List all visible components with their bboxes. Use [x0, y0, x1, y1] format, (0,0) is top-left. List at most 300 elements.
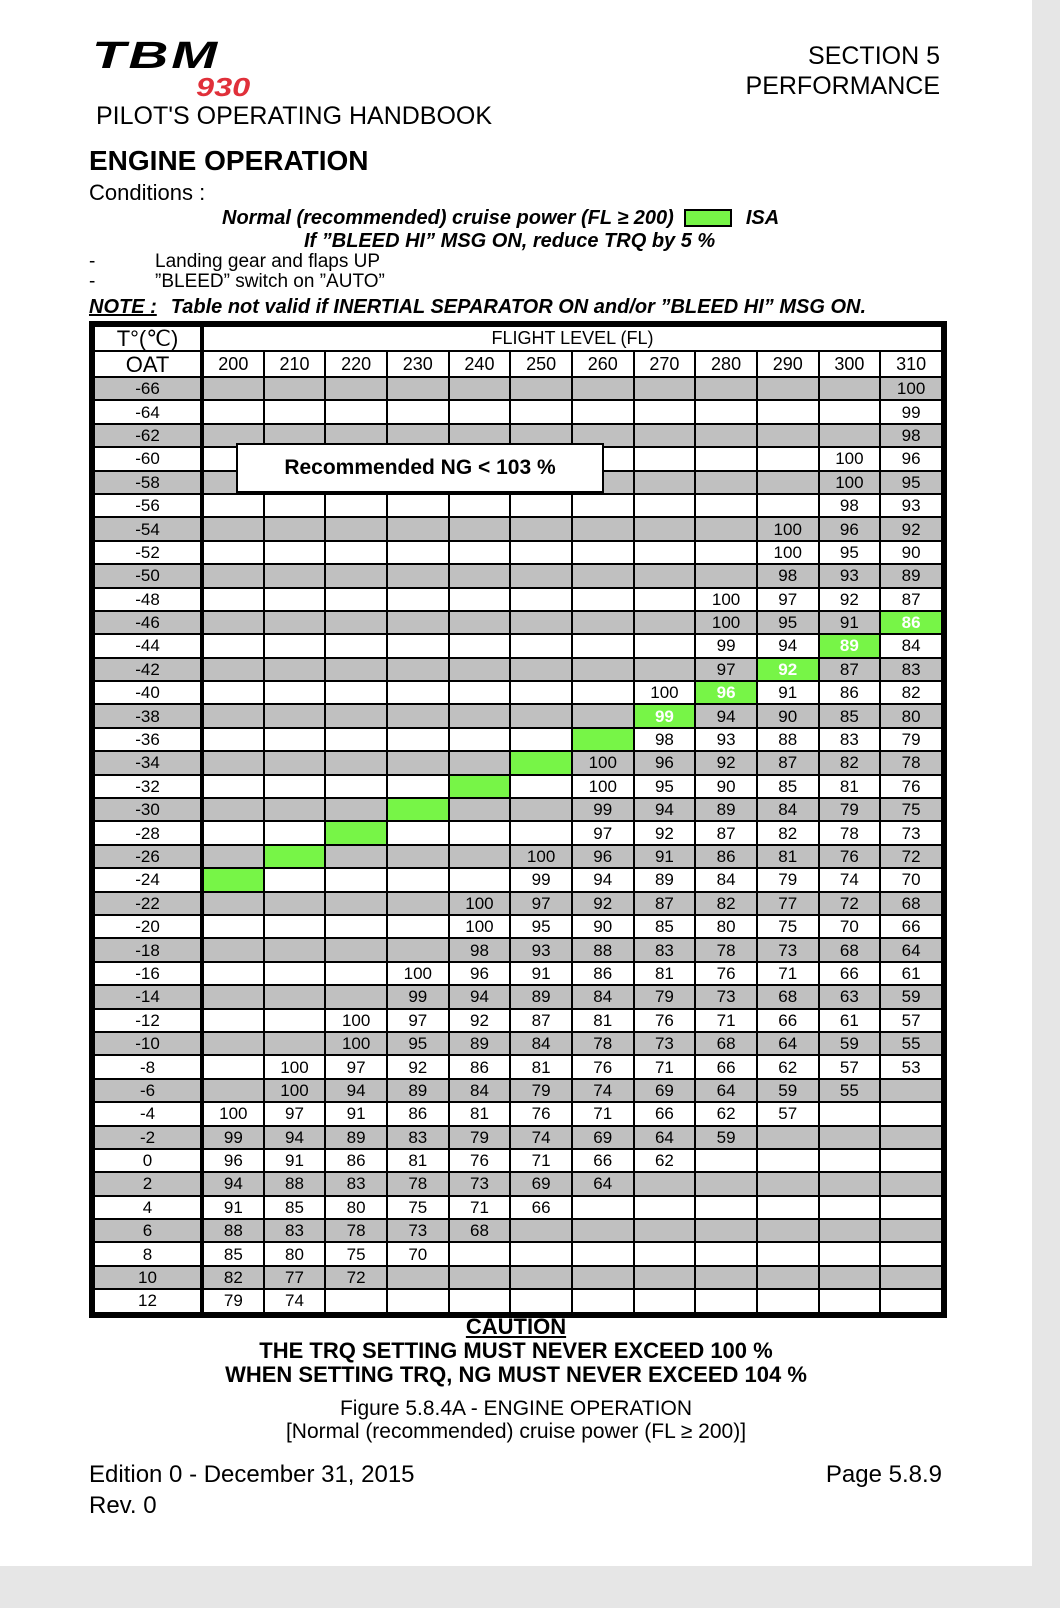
torque-cell: [510, 634, 572, 657]
torque-cell: 94: [325, 1079, 387, 1102]
torque-cell: [325, 962, 387, 985]
torque-cell: 84: [695, 868, 757, 891]
table-row: [94, 541, 942, 564]
torque-cell: [510, 494, 572, 517]
torque-cell: [264, 494, 326, 517]
torque-cell: [387, 704, 449, 727]
torque-cell: [387, 588, 449, 611]
flight-level-200: 200: [202, 351, 264, 377]
torque-cell: [325, 541, 387, 564]
torque-cell: 57: [757, 1102, 819, 1125]
torque-cell: 100: [819, 447, 881, 470]
torque-cell: 81: [449, 1102, 511, 1125]
torque-cell: 74: [264, 1289, 326, 1312]
torque-cell: [202, 400, 264, 423]
torque-cell: [634, 1242, 696, 1265]
torque-cell: 96: [572, 845, 634, 868]
torque-cell: 63: [819, 985, 881, 1008]
flight-level-230: 230: [387, 351, 449, 377]
isa-torque-cell: 99: [634, 704, 696, 727]
torque-cell: 71: [510, 1149, 572, 1172]
torque-cell: 93: [880, 494, 942, 517]
torque-cell: [695, 1149, 757, 1172]
torque-cell: [202, 541, 264, 564]
torque-cell: 79: [449, 1126, 511, 1149]
torque-cell: 82: [880, 681, 942, 704]
torque-cell: 81: [510, 1055, 572, 1078]
torque-cell: [510, 564, 572, 587]
torque-cell: [449, 704, 511, 727]
table-row: [94, 1032, 942, 1055]
torque-cell: [819, 1266, 881, 1289]
torque-cell: 75: [387, 1196, 449, 1219]
torque-cell: 68: [449, 1219, 511, 1242]
torque-cell: 79: [202, 1289, 264, 1312]
torque-cell: [757, 1219, 819, 1242]
torque-cell: 96: [634, 751, 696, 774]
torque-cell: [572, 658, 634, 681]
oat-cell: -38: [94, 704, 202, 727]
torque-cell: [449, 1242, 511, 1265]
torque-cell: 100: [757, 541, 819, 564]
torque-cell: 79: [880, 728, 942, 751]
torque-cell: 99: [387, 985, 449, 1008]
torque-cell: 75: [757, 915, 819, 938]
torque-cell: [634, 611, 696, 634]
bullet-text: Landing gear and flaps UP: [155, 251, 380, 272]
torque-cell: [325, 751, 387, 774]
torque-cell: 84: [572, 985, 634, 1008]
torque-cell: [880, 1219, 942, 1242]
torque-cell: 66: [695, 1055, 757, 1078]
table-row: [94, 681, 942, 704]
flight-level-270: 270: [634, 351, 696, 377]
torque-cell: 99: [572, 798, 634, 821]
table-row: [94, 1149, 942, 1172]
torque-cell: 96: [202, 1149, 264, 1172]
torque-cell: 59: [880, 985, 942, 1008]
torque-cell: [202, 1079, 264, 1102]
torque-cell: [634, 1196, 696, 1219]
torque-cell: [449, 821, 511, 844]
torque-cell: [264, 377, 326, 400]
table-row: [94, 985, 942, 1008]
torque-cell: 64: [695, 1079, 757, 1102]
torque-cell: [634, 541, 696, 564]
torque-cell: 95: [387, 1032, 449, 1055]
torque-cell: [510, 1266, 572, 1289]
flight-level-220: 220: [325, 351, 387, 377]
torque-cell: 83: [325, 1172, 387, 1195]
torque-cell: 88: [264, 1172, 326, 1195]
torque-cell: 94: [695, 704, 757, 727]
torque-cell: 93: [819, 564, 881, 587]
table-row: [94, 611, 942, 634]
torque-cell: 98: [634, 728, 696, 751]
table-row: [94, 728, 942, 751]
torque-cell: 55: [880, 1032, 942, 1055]
torque-cell: [325, 704, 387, 727]
section-number: SECTION 5: [808, 42, 940, 70]
torque-cell: [202, 728, 264, 751]
torque-cell: [449, 611, 511, 634]
torque-cell: [634, 1289, 696, 1312]
torque-cell: [572, 588, 634, 611]
torque-cell: 66: [634, 1102, 696, 1125]
torque-cell: 66: [819, 962, 881, 985]
torque-cell: [819, 1172, 881, 1195]
oat-cell: -64: [94, 400, 202, 423]
torque-cell: [202, 588, 264, 611]
torque-cell: 97: [510, 892, 572, 915]
torque-cell: 81: [387, 1149, 449, 1172]
oat-cell: 0: [94, 1149, 202, 1172]
torque-cell: 90: [572, 915, 634, 938]
torque-cell: 91: [510, 962, 572, 985]
torque-cell: [880, 1149, 942, 1172]
torque-cell: 98: [449, 938, 511, 961]
torque-cell: [880, 1242, 942, 1265]
torque-cell: [510, 541, 572, 564]
torque-cell: 83: [634, 938, 696, 961]
torque-cell: 100: [449, 892, 511, 915]
torque-cell: [695, 1196, 757, 1219]
torque-cell: 86: [387, 1102, 449, 1125]
torque-cell: 76: [510, 1102, 572, 1125]
torque-cell: [264, 564, 326, 587]
torque-cell: [757, 471, 819, 494]
torque-cell: 87: [880, 588, 942, 611]
oat-cell: -2: [94, 1126, 202, 1149]
torque-cell: [572, 400, 634, 423]
torque-cell: [634, 658, 696, 681]
table-row: [94, 517, 942, 540]
page-number: Page 5.8.9: [825, 1461, 942, 1488]
flight-level-310: 310: [880, 351, 942, 377]
torque-cell: [325, 775, 387, 798]
torque-cell: 94: [202, 1172, 264, 1195]
torque-cell: [819, 377, 881, 400]
torque-cell: [449, 541, 511, 564]
torque-cell: [572, 1196, 634, 1219]
oat-cell: -12: [94, 1009, 202, 1032]
torque-cell: 57: [819, 1055, 881, 1078]
torque-cell: [264, 751, 326, 774]
note-label: NOTE :: [89, 296, 157, 318]
torque-cell: [634, 564, 696, 587]
torque-cell: 72: [880, 845, 942, 868]
torque-cell: 93: [510, 938, 572, 961]
torque-cell: 84: [880, 634, 942, 657]
table-row: [94, 634, 942, 657]
torque-cell: [387, 915, 449, 938]
torque-cell: [695, 400, 757, 423]
torque-cell: 59: [819, 1032, 881, 1055]
torque-cell: [634, 517, 696, 540]
torque-cell: 96: [819, 517, 881, 540]
flight-level-210: 210: [264, 351, 326, 377]
torque-cell: 87: [634, 892, 696, 915]
torque-cell: 91: [325, 1102, 387, 1125]
torque-cell: [387, 728, 449, 751]
torque-cell: 59: [757, 1079, 819, 1102]
table-row: [94, 1079, 942, 1102]
oat-cell: -48: [94, 588, 202, 611]
torque-cell: [572, 634, 634, 657]
torque-cell: [202, 892, 264, 915]
torque-cell: 98: [819, 494, 881, 517]
torque-cell: [264, 892, 326, 915]
oat-cell: -10: [94, 1032, 202, 1055]
torque-cell: [202, 704, 264, 727]
oat-cell: -50: [94, 564, 202, 587]
torque-cell: [325, 1289, 387, 1312]
torque-cell: 91: [634, 845, 696, 868]
torque-cell: [634, 634, 696, 657]
torque-cell: [387, 634, 449, 657]
torque-cell: 86: [819, 681, 881, 704]
torque-cell: [264, 728, 326, 751]
torque-cell: 72: [819, 892, 881, 915]
table-row: [94, 1126, 942, 1149]
torque-cell: [202, 611, 264, 634]
torque-cell: [325, 611, 387, 634]
torque-cell: [202, 845, 264, 868]
torque-cell: 97: [264, 1102, 326, 1125]
torque-cell: [510, 400, 572, 423]
torque-cell: 79: [510, 1079, 572, 1102]
torque-cell: [880, 1289, 942, 1312]
table-row: [94, 1289, 942, 1312]
torque-cell: [387, 400, 449, 423]
torque-cell: [264, 704, 326, 727]
torque-cell: [510, 658, 572, 681]
torque-cell: 68: [695, 1032, 757, 1055]
torque-cell: [572, 517, 634, 540]
torque-cell: 80: [695, 915, 757, 938]
torque-cell: 68: [757, 985, 819, 1008]
torque-cell: 85: [264, 1196, 326, 1219]
torque-cell: [202, 1009, 264, 1032]
torque-cell: 89: [449, 1032, 511, 1055]
isa-torque-cell: [387, 798, 449, 821]
torque-cell: [264, 938, 326, 961]
oat-cell: -14: [94, 985, 202, 1008]
table-row: [94, 704, 942, 727]
torque-cell: 95: [510, 915, 572, 938]
tbm-model-logo: 930: [196, 72, 251, 102]
torque-cell: 80: [325, 1196, 387, 1219]
torque-cell: [695, 1242, 757, 1265]
torque-cell: [387, 564, 449, 587]
torque-cell: [387, 892, 449, 915]
torque-cell: 76: [634, 1009, 696, 1032]
oat-cell: -46: [94, 611, 202, 634]
torque-cell: [325, 588, 387, 611]
table-row: [94, 962, 942, 985]
torque-cell: [325, 728, 387, 751]
torque-cell: 100: [572, 775, 634, 798]
torque-cell: [819, 1102, 881, 1125]
torque-cell: [510, 1219, 572, 1242]
caution-line: WHEN SETTING TRQ, NG MUST NEVER EXCEED 104 %: [225, 1362, 807, 1387]
torque-cell: [572, 1289, 634, 1312]
torque-cell: [695, 541, 757, 564]
torque-cell: [757, 1242, 819, 1265]
table-row: [94, 658, 942, 681]
torque-cell: [202, 1055, 264, 1078]
torque-cell: [325, 985, 387, 1008]
oat-cell: -32: [94, 775, 202, 798]
torque-cell: [325, 868, 387, 891]
flight-level-290: 290: [757, 351, 819, 377]
torque-cell: 89: [880, 564, 942, 587]
torque-cell: [695, 564, 757, 587]
torque-cell: 66: [757, 1009, 819, 1032]
torque-cell: [387, 938, 449, 961]
torque-cell: [449, 377, 511, 400]
torque-cell: [325, 798, 387, 821]
oat-cell: 2: [94, 1172, 202, 1195]
torque-cell: 89: [634, 868, 696, 891]
torque-cell: [202, 377, 264, 400]
torque-cell: 61: [880, 962, 942, 985]
torque-cell: 57: [880, 1009, 942, 1032]
torque-cell: 64: [880, 938, 942, 961]
torque-cell: 73: [880, 821, 942, 844]
torque-cell: 72: [325, 1266, 387, 1289]
torque-cell: 88: [202, 1219, 264, 1242]
flight-level-header: FLIGHT LEVEL (FL): [202, 326, 942, 351]
torque-cell: 95: [634, 775, 696, 798]
torque-cell: [264, 775, 326, 798]
torque-cell: 99: [880, 400, 942, 423]
torque-cell: 73: [634, 1032, 696, 1055]
torque-cell: [449, 1266, 511, 1289]
torque-cell: [449, 588, 511, 611]
bullet-dash: -: [89, 251, 96, 272]
torque-cell: 66: [510, 1196, 572, 1219]
torque-cell: [264, 634, 326, 657]
torque-cell: 78: [819, 821, 881, 844]
torque-cell: [819, 1219, 881, 1242]
caution-line: THE TRQ SETTING MUST NEVER EXCEED 100 %: [259, 1338, 773, 1363]
torque-cell: [449, 681, 511, 704]
oat-cell: 10: [94, 1266, 202, 1289]
torque-cell: 68: [880, 892, 942, 915]
table-row: [94, 938, 942, 961]
torque-cell: 61: [819, 1009, 881, 1032]
torque-cell: [264, 985, 326, 1008]
table-row: [94, 1219, 942, 1242]
torque-cell: [387, 1266, 449, 1289]
isa-torque-cell: [572, 728, 634, 751]
torque-cell: 94: [449, 985, 511, 1008]
torque-cell: [695, 377, 757, 400]
table-row: [94, 775, 942, 798]
torque-cell: 76: [695, 962, 757, 985]
torque-cell: [819, 1289, 881, 1312]
oat-cell: -36: [94, 728, 202, 751]
torque-cell: 94: [634, 798, 696, 821]
torque-cell: 74: [510, 1126, 572, 1149]
torque-cell: [510, 775, 572, 798]
torque-cell: 99: [202, 1126, 264, 1149]
torque-cell: [449, 400, 511, 423]
torque-cell: [202, 658, 264, 681]
torque-cell: [449, 798, 511, 821]
revision: Rev. 0: [89, 1492, 157, 1519]
torque-cell: [387, 377, 449, 400]
torque-cell: 82: [757, 821, 819, 844]
conditions-label: Conditions :: [89, 180, 206, 205]
torque-cell: 84: [510, 1032, 572, 1055]
torque-cell: 83: [880, 658, 942, 681]
torque-cell: [449, 751, 511, 774]
torque-cell: 82: [695, 892, 757, 915]
torque-cell: 59: [695, 1126, 757, 1149]
torque-cell: [264, 541, 326, 564]
torque-cell: 74: [819, 868, 881, 891]
torque-cell: 93: [695, 728, 757, 751]
oat-cell: -24: [94, 868, 202, 891]
power-condition: [222, 207, 779, 229]
torque-cell: 87: [695, 821, 757, 844]
oat-cell: -54: [94, 517, 202, 540]
torque-cell: [202, 634, 264, 657]
torque-cell: 71: [572, 1102, 634, 1125]
torque-cell: 76: [880, 775, 942, 798]
torque-cell: 79: [819, 798, 881, 821]
torque-cell: 86: [325, 1149, 387, 1172]
torque-cell: 97: [757, 588, 819, 611]
torque-cell: [757, 494, 819, 517]
torque-cell: 92: [880, 517, 942, 540]
torque-cell: [572, 611, 634, 634]
torque-cell: 73: [695, 985, 757, 1008]
isa-legend-swatch: [684, 209, 732, 227]
bullet-text: ”BLEED” switch on ”AUTO”: [155, 271, 385, 292]
torque-cell: 71: [757, 962, 819, 985]
torque-cell: [202, 494, 264, 517]
torque-cell: [757, 377, 819, 400]
torque-cell: 100: [880, 377, 942, 400]
table-row: [94, 1009, 942, 1032]
torque-cell: [449, 868, 511, 891]
torque-cell: [264, 517, 326, 540]
torque-cell: [572, 704, 634, 727]
torque-cell: 97: [325, 1055, 387, 1078]
torque-cell: [695, 1289, 757, 1312]
torque-cell: [510, 728, 572, 751]
torque-cell: [325, 681, 387, 704]
torque-cell: [264, 868, 326, 891]
torque-cell: 69: [510, 1172, 572, 1195]
isa-torque-cell: 92: [757, 658, 819, 681]
torque-cell: [202, 962, 264, 985]
note-text: Table not valid if INERTIAL SEPARATOR ON and/or ”BLEED HI” MSG ON.: [170, 296, 867, 318]
torque-cell: [510, 821, 572, 844]
torque-cell: [264, 658, 326, 681]
torque-cell: [202, 798, 264, 821]
torque-cell: 70: [387, 1242, 449, 1265]
torque-cell: 64: [634, 1126, 696, 1149]
torque-cell: [757, 1126, 819, 1149]
torque-cell: 68: [819, 938, 881, 961]
torque-cell: 100: [264, 1055, 326, 1078]
torque-cell: 100: [387, 962, 449, 985]
torque-cell: [572, 1219, 634, 1242]
